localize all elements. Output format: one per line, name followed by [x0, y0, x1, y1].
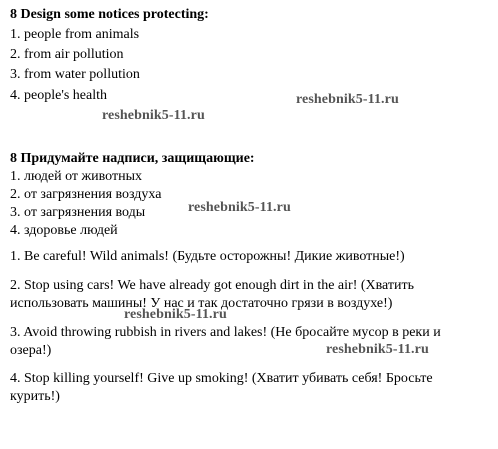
english-task-item-4: 4. people's health [10, 88, 107, 103]
english-task-item-1: 1. people from animals [10, 27, 140, 42]
russian-task-item-2: 2. от загрязнения воздуха [10, 187, 162, 202]
answer-4-line-1: 4. Stop killing yourself! Give up smoking! (Хватит убивать себя! Бросьте [10, 371, 433, 386]
russian-task-item-1: 1. людей от животных [10, 169, 143, 184]
watermark: reshebnik5-11.ru [102, 108, 205, 123]
answer-2-line-1: 2. Stop using cars! We have already got enough dirt in the air! (Хватить [10, 278, 415, 293]
watermark: reshebnik5-11.ru [188, 200, 291, 215]
watermark: reshebnik5-11.ru [296, 92, 399, 107]
english-task-heading: 8 Design some notices protecting: [10, 7, 209, 22]
answer-2-line-2: использовать машины! У нас и так достаточно грязи в воздухе!) [10, 296, 393, 311]
english-task-item-2: 2. from air pollution [10, 47, 124, 62]
answer-3-line-1: 3. Avoid throwing rubbish in rivers and lakes! (Не бросайте мусор в реки и [10, 325, 441, 340]
watermark: reshebnik5-11.ru [124, 307, 227, 322]
answer-4-line-2: курить!) [10, 389, 60, 404]
russian-task-item-3: 3. от загрязнения воды [10, 205, 146, 220]
answer-1-line-1: 1. Be careful! Wild animals! (Будьте осторожны! Дикие животные!) [10, 249, 405, 264]
english-task-item-3: 3. from water pollution [10, 67, 140, 82]
watermark: reshebnik5-11.ru [326, 342, 429, 357]
answer-3-line-2: озера!) [10, 343, 52, 358]
russian-task-item-4: 4. здоровье людей [10, 223, 118, 238]
russian-task-heading: 8 Придумайте надписи, защищающие: [10, 151, 255, 166]
